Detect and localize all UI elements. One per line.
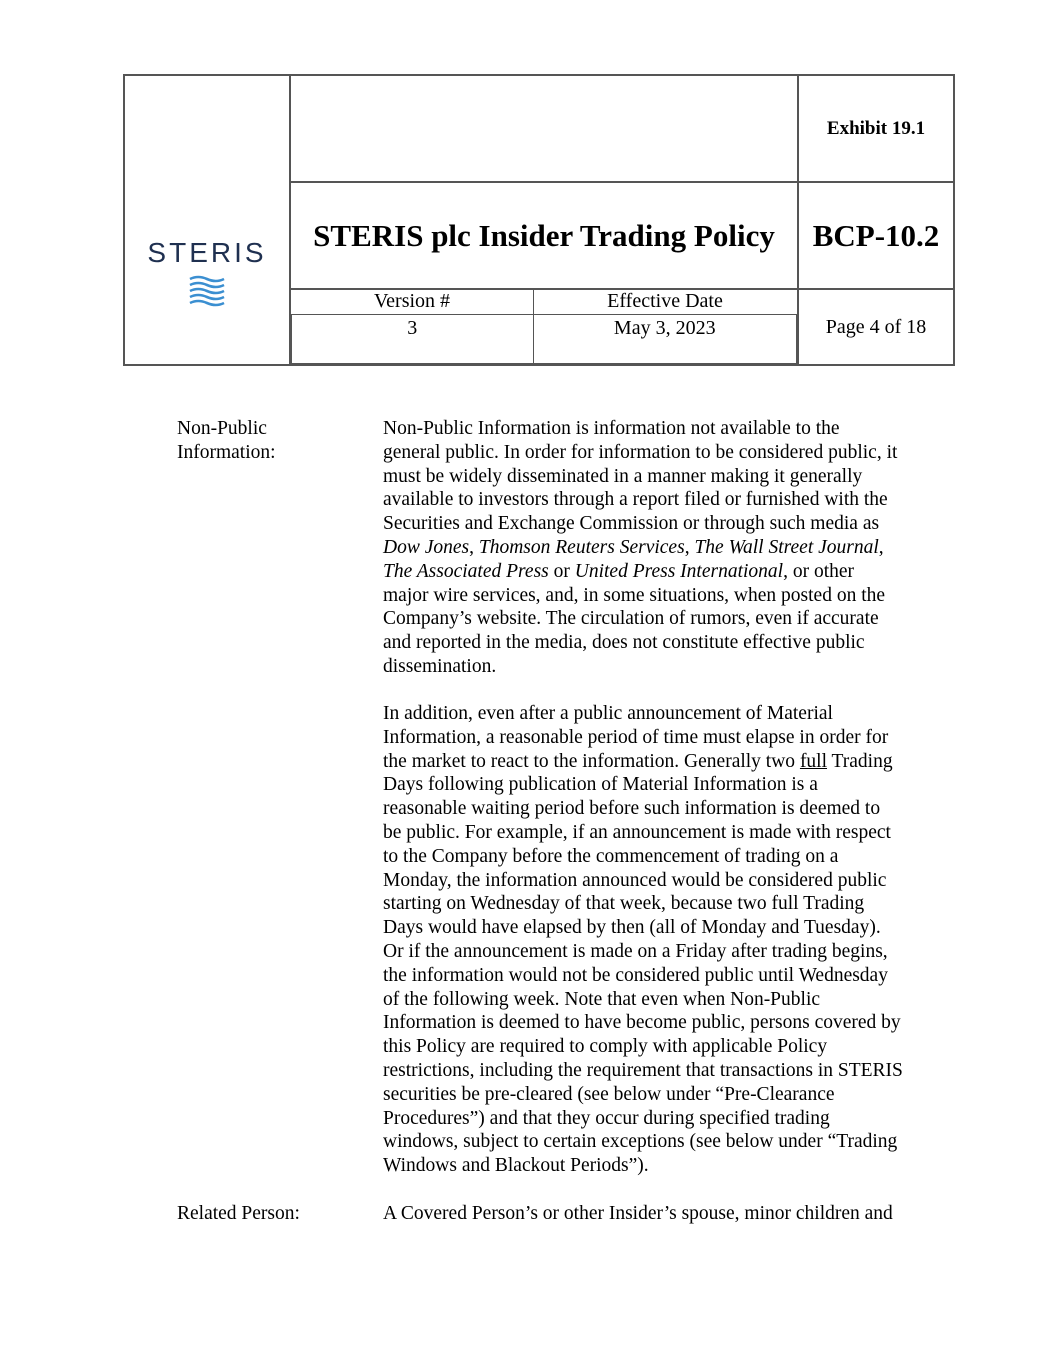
text-line: windows, subject to certain exceptions (see below under “Trading <box>383 1131 898 1153</box>
text-fragment: Trading <box>827 750 893 772</box>
text-fragment: , or other <box>783 560 855 582</box>
version-effective-table <box>291 290 797 364</box>
text-line: Information is deemed to have become public, persons covered by <box>383 1012 901 1034</box>
text-line: and reported in the media, does not constitute effective public <box>383 632 865 654</box>
text-line: major wire services, and, in some situations, when posted on the <box>383 584 886 606</box>
text-line: the information would not be considered public until Wednesday <box>383 964 888 986</box>
definition-body-nonpublic-p1 <box>383 417 943 679</box>
text-line: In addition, even after a public announcement of Material <box>383 703 833 724</box>
effective-date-value: May 3, 2023 <box>533 314 797 364</box>
text-line: Monday, the information announced would be considered public <box>383 869 887 891</box>
definition-term-related-person <box>177 1202 367 1226</box>
text-fragment: or <box>548 560 575 582</box>
text-line <box>383 560 943 584</box>
text-fragment: , <box>684 536 695 558</box>
text-line: must be widely disseminated in a manner making it generally <box>383 465 863 487</box>
version-effective-cell <box>290 289 798 365</box>
text-line: Procedures”) and that they occur during specified trading <box>383 1107 830 1129</box>
text-fragment: the market to react to the information. Generally two <box>383 750 800 772</box>
text-line <box>383 750 943 774</box>
text-line: Windows and Blackout Periods”). <box>383 1155 649 1177</box>
media-name: The Associated Press <box>383 560 549 582</box>
text-line: Securities and Exchange Commission or through such media as <box>383 513 880 535</box>
text-fragment: , <box>469 536 479 558</box>
document-header-table <box>123 74 955 366</box>
term-line: Related Person: <box>177 1203 300 1224</box>
text-line: starting on Wednesday of that week, because two full Trading <box>383 893 865 915</box>
steris-wave-logo-icon <box>188 275 226 307</box>
text-line: general public. In order for information to be considered public, it <box>383 441 898 463</box>
media-name: United Press International <box>574 560 784 582</box>
policy-code: BCP-10.2 <box>798 182 954 289</box>
term-line: Information: <box>177 441 276 463</box>
text-line: reasonable waiting period before such information is deemed to <box>383 798 881 820</box>
text-fragment: , <box>878 536 884 558</box>
text-line: Information, a reasonable period of time must elapse in order for <box>383 726 889 748</box>
text-line: A Covered Person’s or other Insider’s spouse, minor children and <box>383 1203 893 1224</box>
text-line: Days following publication of Material Information is a <box>383 774 818 796</box>
version-label: Version # <box>292 290 534 314</box>
text-line: Or if the announcement is made on a Friday after trading begins, <box>383 940 888 962</box>
company-logo-text: STERIS <box>147 237 267 268</box>
definition-body-nonpublic-p2 <box>383 702 943 1178</box>
text-line <box>383 536 943 560</box>
header-blank-cell <box>290 75 798 182</box>
text-line: this Policy are required to comply with applicable Policy <box>383 1036 828 1058</box>
text-line: Company’s website. The circulation of rumors, even if accurate <box>383 608 879 630</box>
text-line: restrictions, including the requirement that transactions in STERIS <box>383 1059 903 1081</box>
text-line: be public. For example, if an announcement is made with respect <box>383 821 891 843</box>
policy-title: STERIS plc Insider Trading Policy <box>290 182 798 289</box>
text-line: Non-Public Information is information not available to the <box>383 418 840 439</box>
text-line: Days would have elapsed by then (all of Monday and Tuesday). <box>383 917 881 939</box>
logo-cell <box>124 75 290 365</box>
term-line: Non-Public <box>177 418 267 439</box>
text-line: securities be pre-cleared (see below under “Pre-Clearance <box>383 1083 835 1105</box>
text-line: dissemination. <box>383 655 497 677</box>
effective-date-label: Effective Date <box>533 290 797 314</box>
media-name: The Wall Street Journal <box>694 536 879 558</box>
definition-body-related-person <box>383 1202 943 1226</box>
text-line: to the Company before the commencement of trading on a <box>383 845 839 867</box>
text-line: available to investors through a report filed or furnished with the <box>383 489 888 511</box>
page-number: Page 4 of 18 <box>798 289 954 365</box>
version-value: 3 <box>292 314 534 364</box>
definition-term-nonpublic <box>177 417 367 465</box>
exhibit-label: Exhibit 19.1 <box>798 75 954 182</box>
emphasis-full: full <box>799 750 828 772</box>
media-name: Dow Jones <box>383 536 470 558</box>
text-line: of the following week. Note that even when Non-Public <box>383 988 821 1010</box>
media-name: Thomson Reuters Services <box>478 536 685 558</box>
